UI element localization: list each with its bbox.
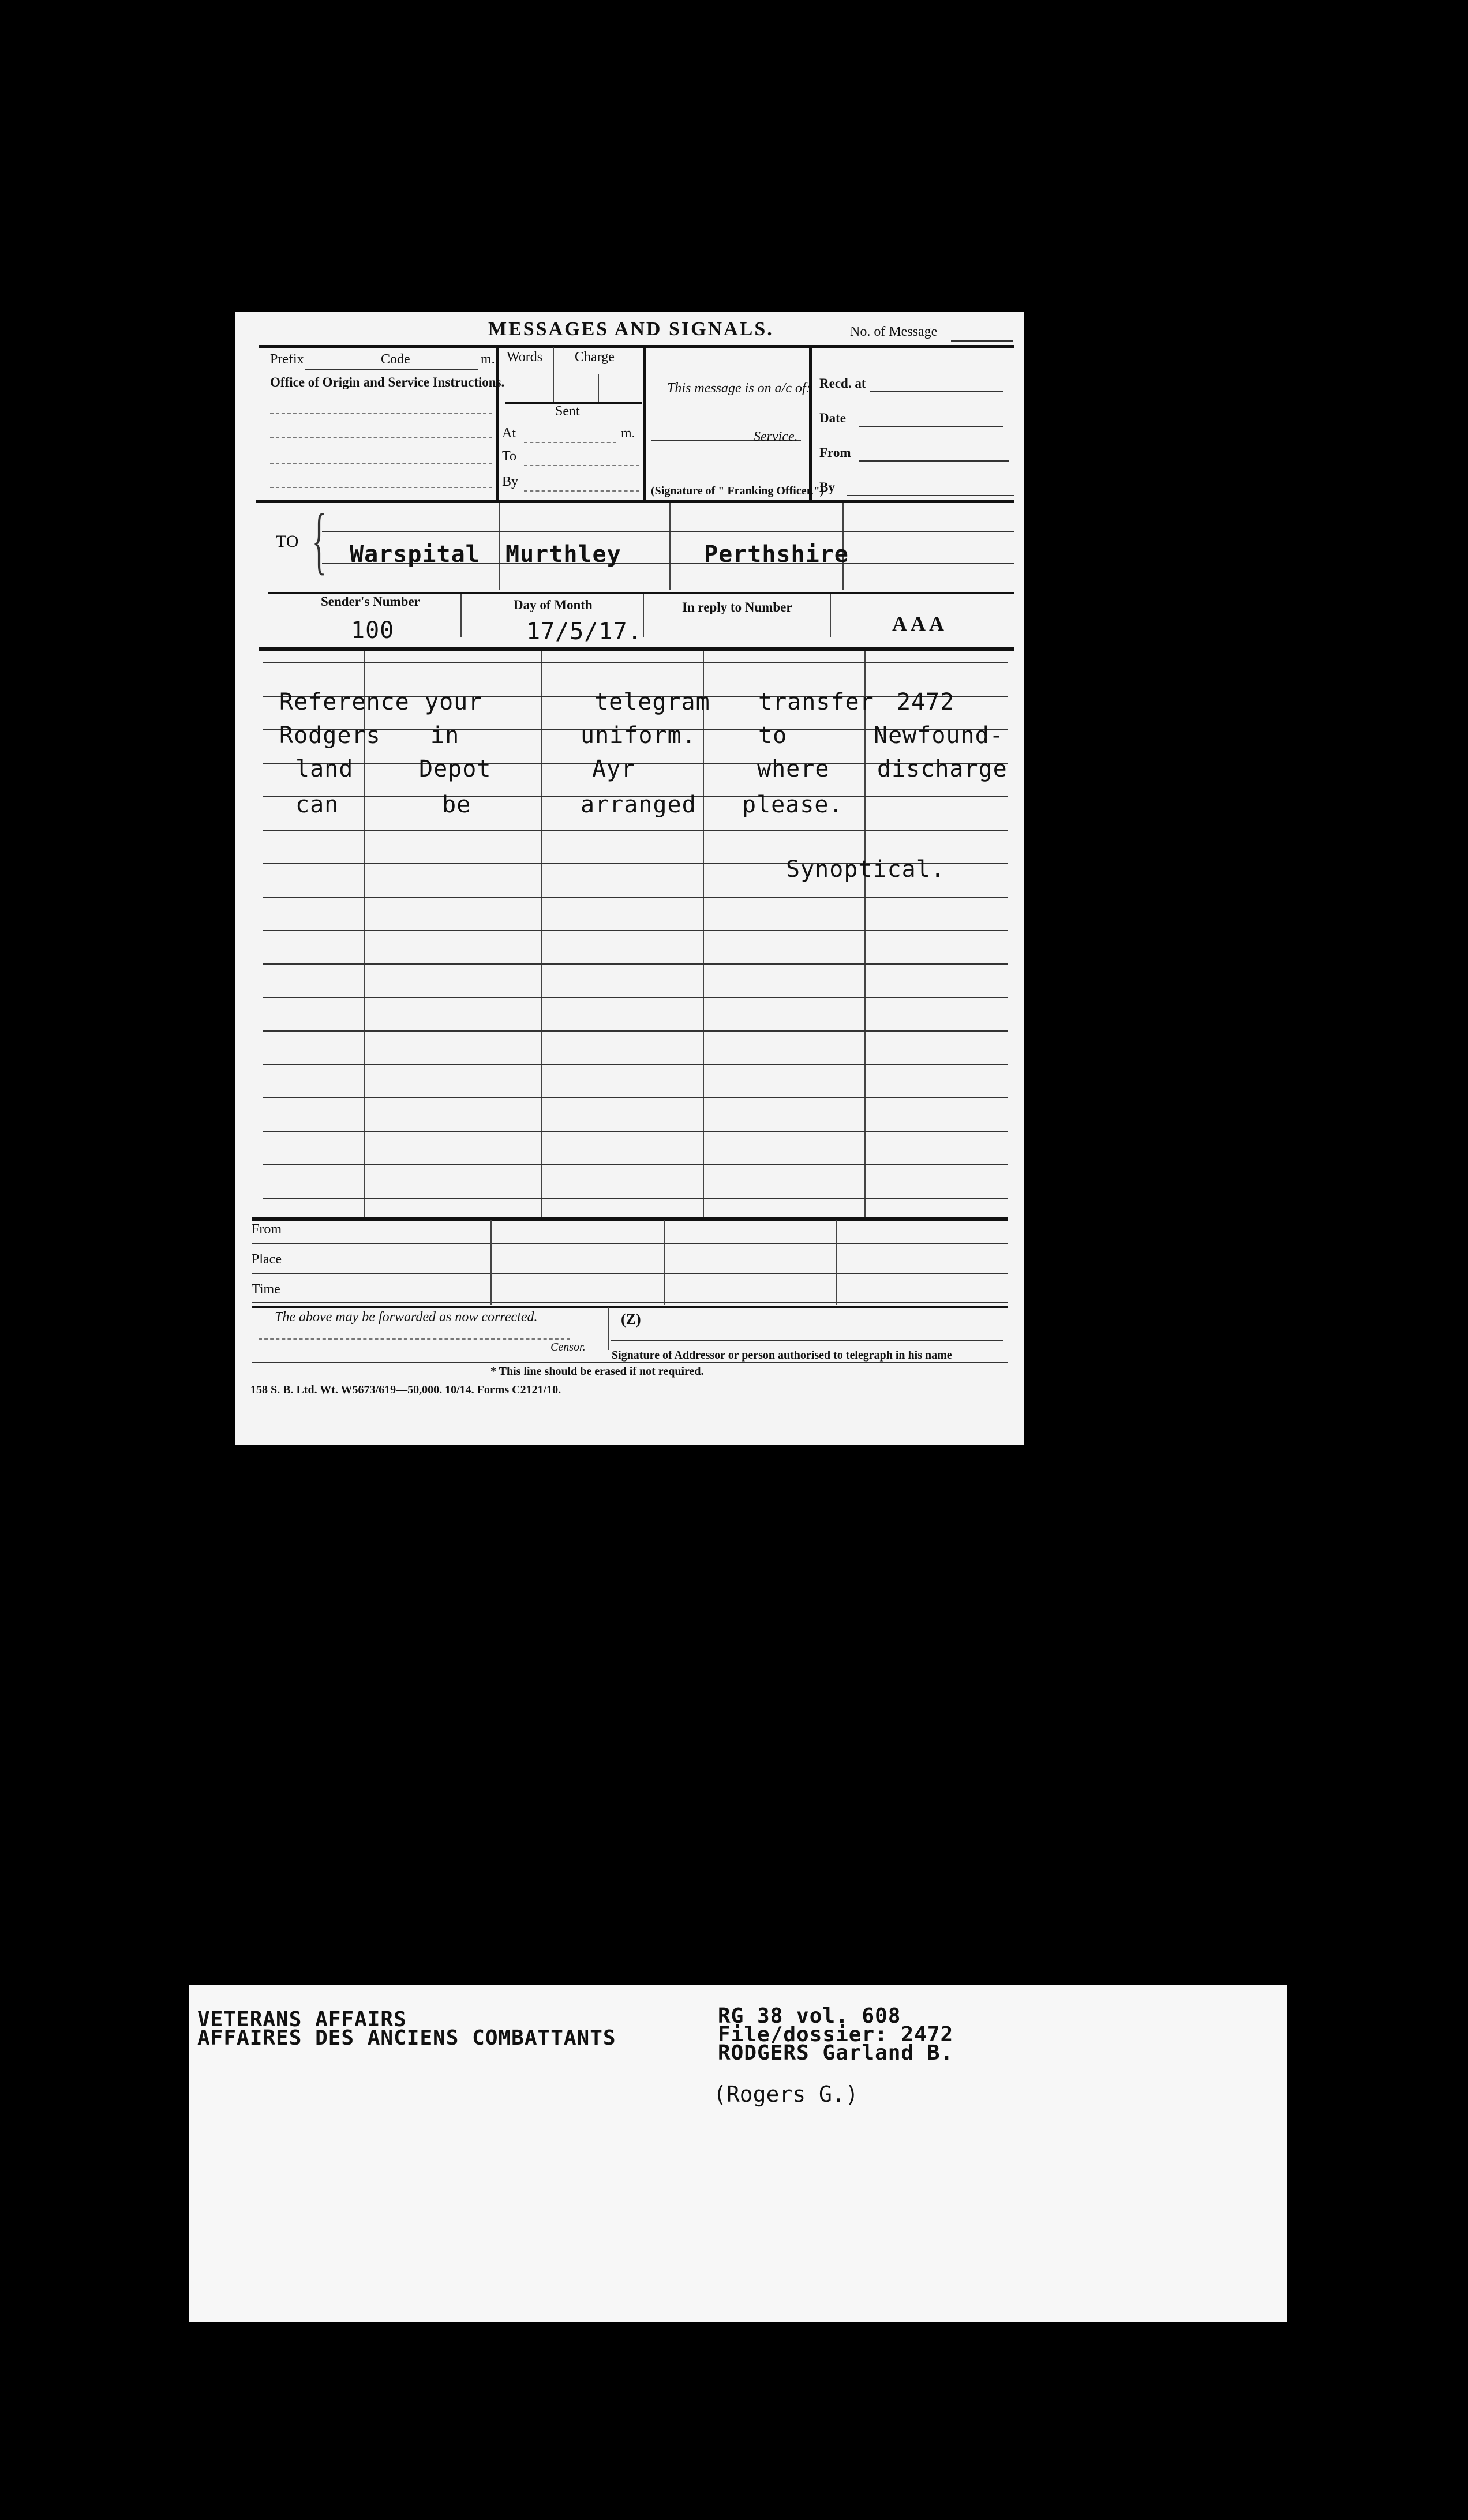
body-r3-c3: Ayr	[592, 756, 636, 782]
body-r2-c4: to	[758, 722, 788, 749]
body-rule-line	[263, 1131, 1008, 1132]
office-of-origin-label: Office of Origin and Service Instructions.	[270, 375, 505, 389]
body-r1-c3: telegram	[594, 689, 710, 715]
to-label: TO	[276, 532, 299, 551]
body-r2-c1: Rodgers	[279, 722, 381, 749]
prefix-label: Prefix	[270, 352, 304, 367]
day-of-month-label: Day of Month	[514, 598, 593, 612]
by-right-label: By	[819, 480, 835, 494]
to-cell-1: Warspital	[350, 541, 480, 568]
printer-line: 158 S. B. Ltd. Wt. W5673/619—50,000. 10/14. Forms C2121/10.	[250, 1383, 561, 1396]
charge-label: Charge	[575, 350, 615, 365]
archive-right-line2: File/dossier: 2472	[718, 2023, 954, 2046]
to-brace: {	[312, 499, 327, 582]
body-rule-line	[263, 1164, 1008, 1165]
handwritten-note: (Rogers G.)	[713, 2082, 859, 2107]
z-mark: (Z)	[621, 1311, 641, 1327]
day-of-month-value: 17/5/17.	[526, 618, 642, 645]
code-label: Code	[381, 352, 410, 367]
archive-label	[189, 1985, 1287, 2322]
senders-number-label: Sender's Number	[321, 594, 420, 609]
signoff: Synoptical.	[786, 856, 945, 883]
body-r1-c1: Reference	[279, 689, 410, 715]
body-r3-c1: land	[295, 756, 354, 782]
footer-time-label: Time	[252, 1282, 280, 1297]
body-rule-line	[263, 1030, 1008, 1032]
body-r2-c3: uniform.	[581, 722, 696, 749]
archive-right-line1: RG 38 vol. 608	[718, 2004, 901, 2028]
body-rule-line	[263, 830, 1008, 831]
body-rule-line	[263, 930, 1008, 931]
body-r4-c1: can	[295, 792, 339, 818]
franking-officer-label: (Signature of " Franking Officer.")	[651, 485, 824, 497]
body-rule-line	[263, 963, 1008, 965]
date-label: Date	[819, 411, 846, 425]
message-on-ac-label: This message is on a/c of:	[667, 381, 811, 396]
erase-note: * This line should be erased if not required.	[490, 1365, 704, 1378]
body-rule-line	[263, 997, 1008, 998]
body-r2-c2: in	[430, 722, 460, 749]
body-rule-line	[263, 1198, 1008, 1199]
senders-number-value: 100	[351, 617, 395, 644]
service-label: Service.	[754, 429, 798, 444]
by-label: By	[502, 474, 519, 489]
body-r3-c4: where	[757, 756, 830, 782]
body-r4-c3: arranged	[581, 792, 696, 818]
body-r1-c4: transfer	[758, 689, 874, 715]
body-r1-c5: 2472	[897, 689, 955, 715]
archive-left-line1: VETERANS AFFAIRS	[197, 2008, 407, 2031]
message-form	[235, 312, 1024, 1445]
aaa-label: AAA	[892, 612, 948, 635]
body-r3-c2: Depot	[419, 756, 492, 782]
at-label: At	[502, 426, 516, 441]
body-r2-c5: Newfound-	[874, 722, 1004, 749]
body-r4-c4: please.	[742, 792, 844, 818]
signature-note: Signature of Addressor or person authorised to telegraph in his name	[612, 1349, 952, 1362]
from-label: From	[819, 445, 851, 460]
body-rule-line	[263, 662, 1008, 663]
body-r1-c2: your	[425, 689, 483, 715]
body-rule-line	[263, 897, 1008, 898]
form-title: MESSAGES AND SIGNALS.	[488, 318, 774, 340]
recd-at-label: Recd. at	[819, 376, 866, 391]
forwarded-note: The above may be forwarded as now corrected.	[275, 1310, 538, 1325]
body-r4-c2: be	[442, 792, 471, 818]
footer-place-label: Place	[252, 1252, 282, 1267]
footer-from-label: From	[252, 1222, 282, 1237]
archive-right-line3: RODGERS Garland B.	[718, 2041, 954, 2065]
to-small-label: To	[502, 449, 516, 464]
m-label: m.	[481, 352, 495, 367]
to-cell-2: Murthley	[505, 541, 621, 568]
at-m-label: m.	[621, 426, 635, 441]
words-label: Words	[507, 350, 543, 365]
no-of-message-label: No. of Message	[850, 324, 938, 339]
to-cell-3: Perthshire	[704, 541, 849, 568]
sent-label: Sent	[555, 404, 580, 419]
in-reply-label: In reply to Number	[682, 600, 792, 614]
body-rule-line	[263, 1064, 1008, 1065]
body-rule-line	[263, 1097, 1008, 1098]
censor-label: Censor.	[550, 1341, 586, 1353]
body-r3-c5: discharge	[877, 756, 1008, 782]
archive-left-line2: AFFAIRES DES ANCIENS COMBATTANTS	[197, 2026, 616, 2050]
